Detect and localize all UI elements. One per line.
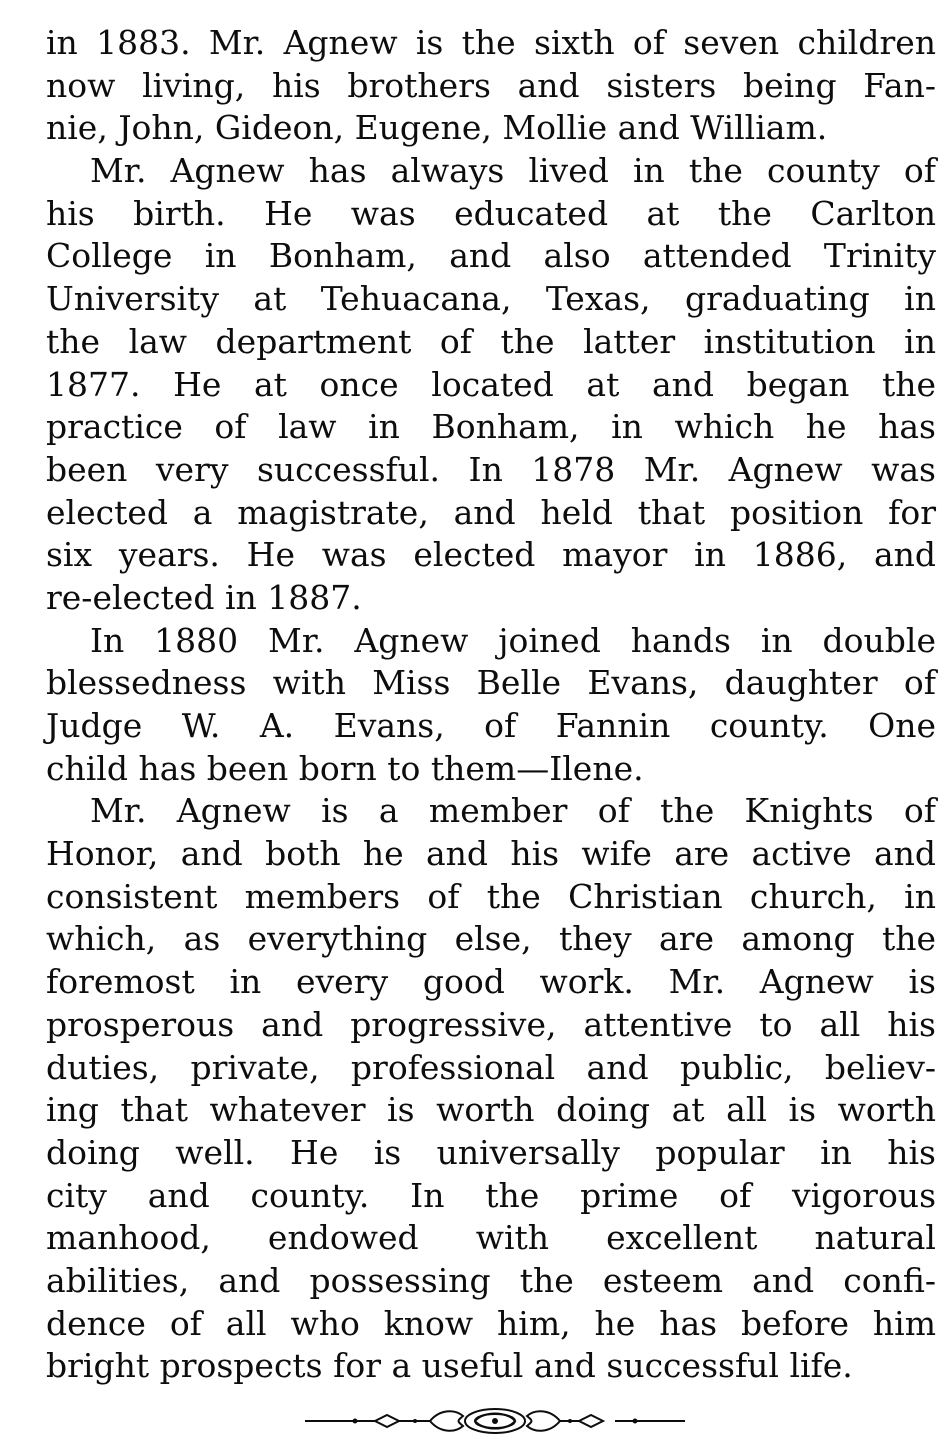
text-line: six years. He was elected mayor in 1886, and [46, 535, 936, 575]
text-line: Honor, and both he and his wife are active and [46, 834, 936, 874]
text-line: In 1880 Mr. Agnew joined hands in double [90, 620, 936, 660]
text-line: child has been born to them—Ilene. [46, 748, 644, 788]
text-line: University at Tehuacana, Texas, graduating in [46, 279, 936, 319]
text-line: Mr. Agnew has always lived in the county of [90, 151, 936, 191]
text-line: manhood, endowed with excellent natural [46, 1218, 936, 1258]
text-line: practice of law in Bonham, in which he has [46, 407, 936, 447]
text-line: city and county. In the prime of vigorous [46, 1175, 936, 1215]
text-line: which, as everything else, they are among the [46, 919, 936, 959]
text-line: foremost in every good work. Mr. Agnew is [46, 962, 936, 1002]
text-line: in 1883. Mr. Agnew is the sixth of seven children [46, 23, 936, 62]
text-line: now living, his brothers and sisters being Fan- [46, 65, 936, 105]
text-line: dence of all who know him, he has before him [46, 1303, 936, 1343]
text-line: duties, private, professional and public, believ- [46, 1047, 936, 1087]
text-line: prosperous and progressive, attentive to all his [46, 1004, 936, 1044]
ornamental-divider-icon [305, 1406, 685, 1436]
text-line: ing that whatever is worth doing at all is worth [46, 1090, 936, 1130]
text-line: been very successful. In 1878 Mr. Agnew was [46, 449, 936, 489]
text-line: Mr. Agnew is a member of the Knights of [90, 791, 936, 831]
text-line: nie, John, Gideon, Eugene, Mollie and William. [46, 108, 828, 148]
body-text [46, 22, 936, 1388]
text-line: consistent members of the Christian church, in [46, 876, 936, 916]
text-line: re-elected in 1887. [46, 577, 362, 617]
text-line: the law department of the latter institution in [46, 321, 936, 361]
text-line: abilities, and possessing the esteem and confi- [46, 1260, 936, 1300]
text-line: doing well. He is universally popular in his [46, 1132, 936, 1172]
text-line: blessedness with Miss Belle Evans, daughter of [46, 663, 936, 703]
text-line: College in Bonham, and also attended Trinity [46, 236, 936, 276]
text-line: elected a magistrate, and held that position for [46, 492, 936, 532]
text-line: his birth. He was educated at the Carlton [46, 193, 936, 233]
text-line: 1877. He at once located at and began the [46, 364, 936, 404]
text-line: bright prospects for a useful and successful life. [46, 1346, 853, 1386]
text-line: Judge W. A. Evans, of Fannin county. One [46, 706, 936, 745]
